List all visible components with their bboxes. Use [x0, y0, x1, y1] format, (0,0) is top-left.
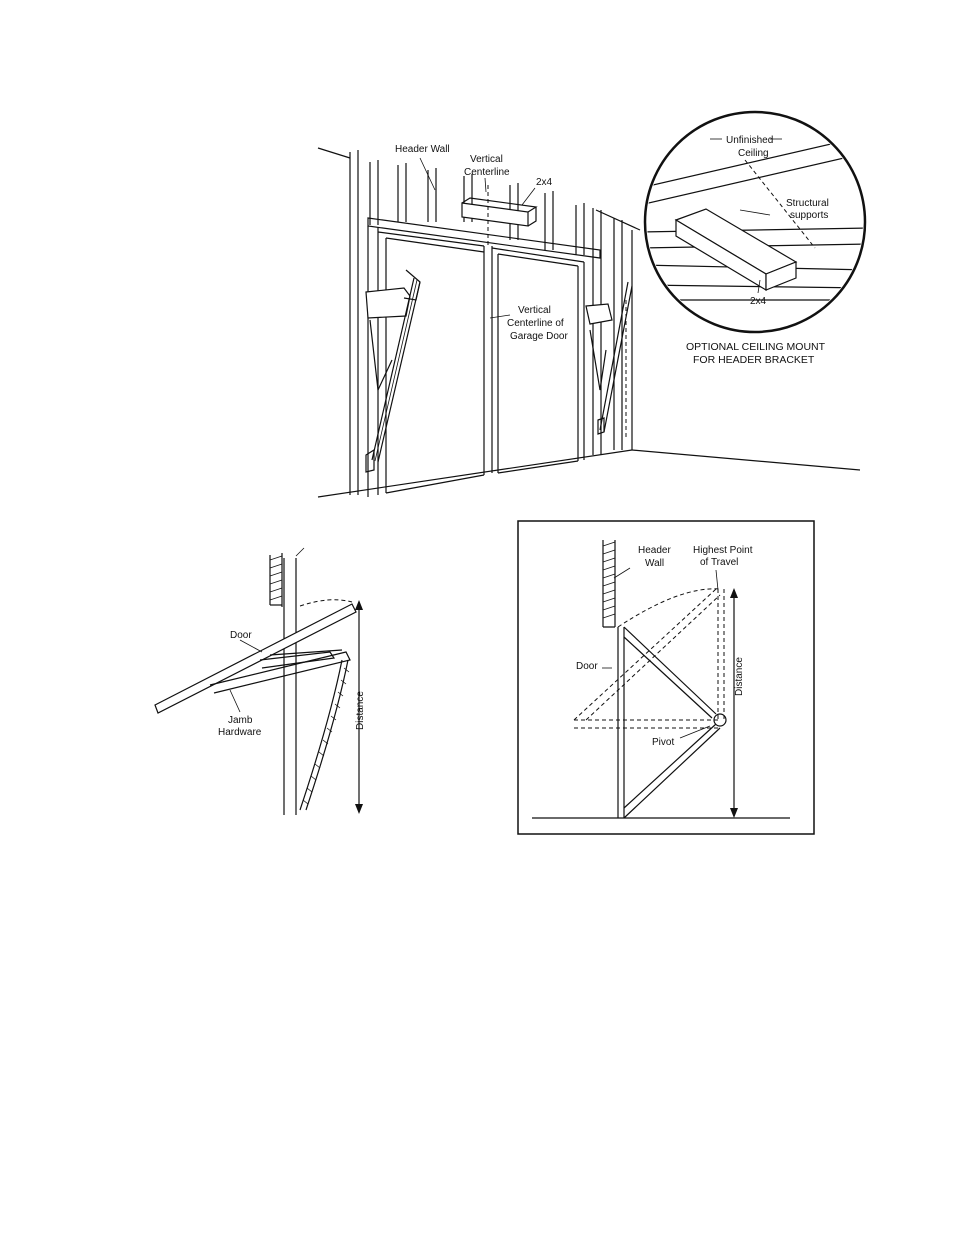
left-jamb-label: Jamb — [228, 715, 253, 726]
right-pivot-label: Pivot — [652, 737, 675, 748]
door-centerline-label-2: Centerline of — [507, 318, 564, 329]
two-by-four-label: 2x4 — [536, 177, 553, 188]
left-hardware-label: Hardware — [218, 727, 262, 738]
inset-supports-label: supports — [790, 210, 829, 221]
door-centerline-label-1: Vertical — [518, 305, 551, 316]
left-distance-label: Distance — [355, 691, 366, 730]
right-highest-label: Highest Point — [693, 545, 753, 556]
inset-caption-line-2: FOR HEADER BRACKET — [693, 354, 815, 366]
vertical-centerline-label-2: Centerline — [464, 167, 510, 178]
left-door-label: Door — [230, 630, 252, 641]
right-wall-label: Wall — [645, 558, 665, 569]
door-centerline-label-3: Garage Door — [510, 331, 568, 342]
inset-caption-line-1: OPTIONAL CEILING MOUNT — [686, 341, 826, 353]
inset-ceiling-label: Ceiling — [738, 148, 769, 159]
inset-2x4-label: 2x4 — [750, 296, 767, 307]
jamb-hardware-diagram — [155, 548, 363, 815]
right-header-label: Header — [638, 545, 671, 556]
right-travel-label: of Travel — [700, 557, 739, 568]
header-wall-label: Header Wall — [395, 144, 450, 155]
vertical-centerline-label-1: Vertical — [470, 154, 503, 165]
right-distance-label: Distance — [734, 657, 745, 696]
pivot-travel-diagram — [518, 521, 814, 834]
inset-structural-label: Structural — [786, 198, 829, 209]
right-door-label: Door — [576, 661, 598, 672]
inset-unfinished-label: Unfinished — [726, 135, 774, 146]
